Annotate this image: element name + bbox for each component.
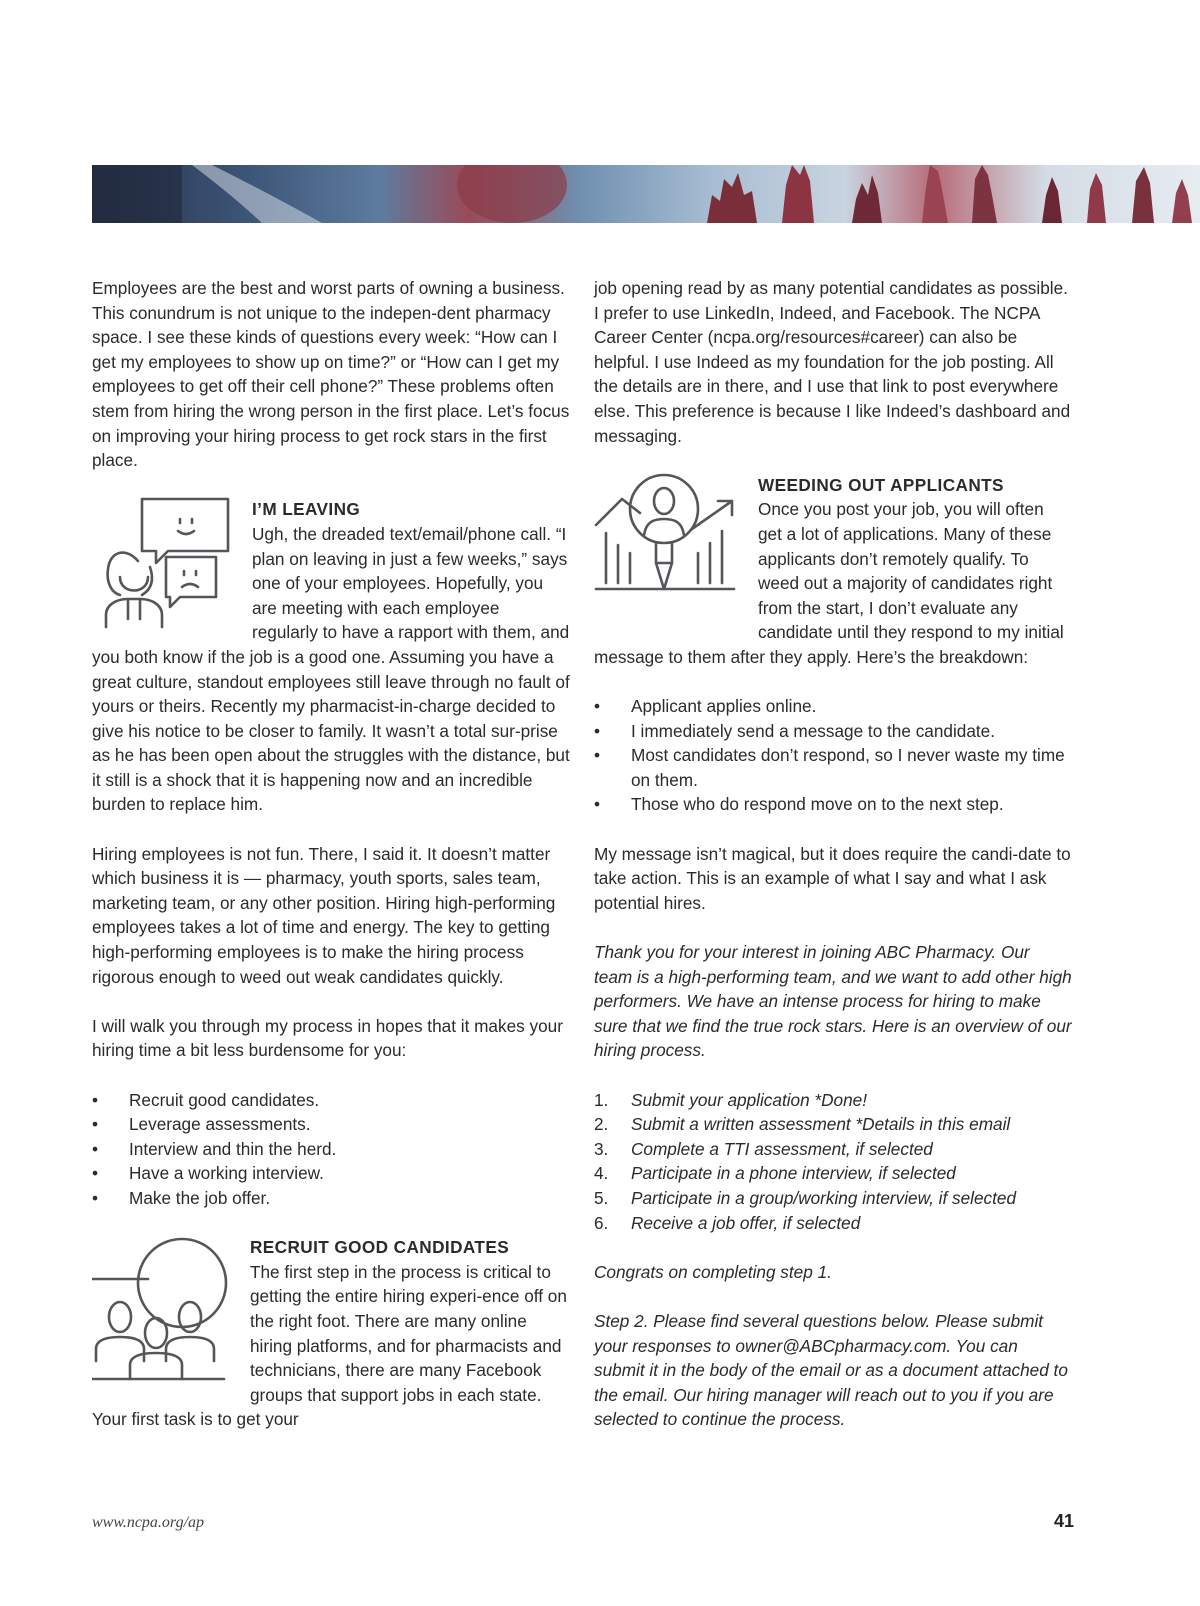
leaving-body: Ugh, the dreaded text/email/phone call. “I plan on leaving in just a few weeks,” says one of your employees. Hopefully, you are meeting with each employee regularly to have a rapport with them, and you both know if the job is a good one. Assuming you have a great culture, standout employees still leave through no fault of yours or theirs. Recently my pharmacist-in-charge decided to give his notice to be closer to family. It wasn’t a total sur-prise as he has been open about the struggles with the distance, but it still is a shock that it is happening now and an incredible burden to replace him. (92, 523, 570, 815)
congrats-text: Congrats on completing step 1. (594, 1261, 832, 1282)
concert-banner-image (92, 165, 1200, 223)
list-item: 5. Participate in a group/working interview, if selected (594, 1187, 1017, 1208)
recruit-body: The first step in the process is critical to getting the entire hiring experi-ence off on the right foot. There are many online hiring platforms, and for pharmacists and technicians, there are many Facebook groups that support jobs in each state. Your first task is to get your (92, 1261, 567, 1430)
list-item: • I immediately send a message to the candidate. (594, 720, 996, 741)
list-item: • Interview and thin the herd. (92, 1138, 337, 1159)
footer-url: www.ncpa.org/ap (92, 1514, 205, 1531)
step-two-paragraph: Step 2. Please find several questions below. Please submit your responses to owner@ABCpharmacy.com. You can submit it in the body of the email or as a document attached to the email. Our hiring manager will reach out to you if you are selected to continue the process. (594, 1310, 1068, 1430)
raised-hands-silhouettes (92, 165, 1200, 223)
leaving-heading: I’M LEAVING (252, 499, 361, 520)
list-item: • Those who do respond move on to the next step. (594, 794, 1004, 815)
applicant-search-icon (594, 473, 744, 621)
list-item: • Make the job offer. (92, 1187, 271, 1208)
list-item: • Most candidates don’t respond, so I never waste my time on them. (594, 745, 1065, 790)
quote-intro-paragraph: Thank you for your interest in joining ABC Pharmacy. Our team is a high-performing team, and we want to add other high performers. We have an intense process for hiring to make sure that we find the true rock stars. Here is an overview of our hiring process. (594, 942, 1072, 1061)
recruit-heading: RECRUIT GOOD CANDIDATES (250, 1237, 510, 1258)
message-paragraph: My message isn’t magical, but it does require the candi-date to take action. This is an example of what I say and what I ask potential hires. (594, 843, 1071, 913)
walk-through-paragraph: I will walk you through my process in hopes that it makes your hiring time a bit less burdensome for you: (92, 1015, 563, 1061)
list-item: • Have a working interview. (92, 1163, 324, 1184)
hiring-process-list (594, 1088, 1072, 1236)
list-item: • Recruit good candidates. (92, 1089, 320, 1110)
list-item: • Applicant applies online. (594, 696, 817, 717)
breakdown-list (594, 694, 1072, 817)
left-column (92, 276, 570, 1432)
hiring-paragraph: Hiring employees is not fun. There, I said it. It doesn’t matter which business it is — pharmacy, youth sports, sales team, marketing team, or any other position. Hiring high-performing employees takes a lot of time and energy. The key to getting high-performing employees is to make the hiring process rigorous enough to weed out weak candidates quickly. (92, 843, 556, 987)
right-column (594, 276, 1072, 1457)
list-item: 2. Submit a written assessment *Details in this email (594, 1114, 1011, 1135)
continued-paragraph: job opening read by as many potential candidates as possible. I prefer to use LinkedIn, Indeed, and Facebook. The NCPA Career Center (ncpa.org/resources#career) can also be helpful. I use Indeed as my foundation for the job posting. All the details are in there, and I use that link to post everywhere else. This preference is because I like Indeed’s dashboard and messaging. (594, 278, 1071, 446)
list-item: 3. Complete a TTI assessment, if selected (594, 1138, 933, 1159)
page-number: 41 (1054, 1511, 1075, 1531)
conversation-icon (92, 497, 238, 629)
list-item: • Leverage assessments. (92, 1114, 311, 1135)
list-item: 6. Receive a job offer, if selected (594, 1212, 861, 1233)
list-item: 4. Participate in a phone interview, if selected (594, 1163, 956, 1184)
weeding-body: Once you post your job, you will often get a lot of applications. Many of these applicants don’t remotely qualify. To weed out a majority of candidates right from the start, I don’t evaluate any candidate until they respond to my initial message to them after they apply. Here’s the breakdown: (594, 499, 1064, 667)
list-item: 1. Submit your application *Done! (594, 1089, 867, 1110)
recruit-group-icon (92, 1235, 236, 1391)
weeding-heading: WEEDING OUT APPLICANTS (758, 474, 1004, 495)
process-steps-list (92, 1088, 570, 1211)
intro-paragraph: Employees are the best and worst parts of owning a business. This conundrum is not unique to the indepen-dent pharmacy space. I see these kinds of questions every week: “How can I get my employees to show up on time?” or “How can I get my employees to get off their cell phone?” These problems often stem from hiring the wrong person in the first place. Let’s focus on improving your hiring process to get rock stars in the first place. (92, 278, 570, 471)
